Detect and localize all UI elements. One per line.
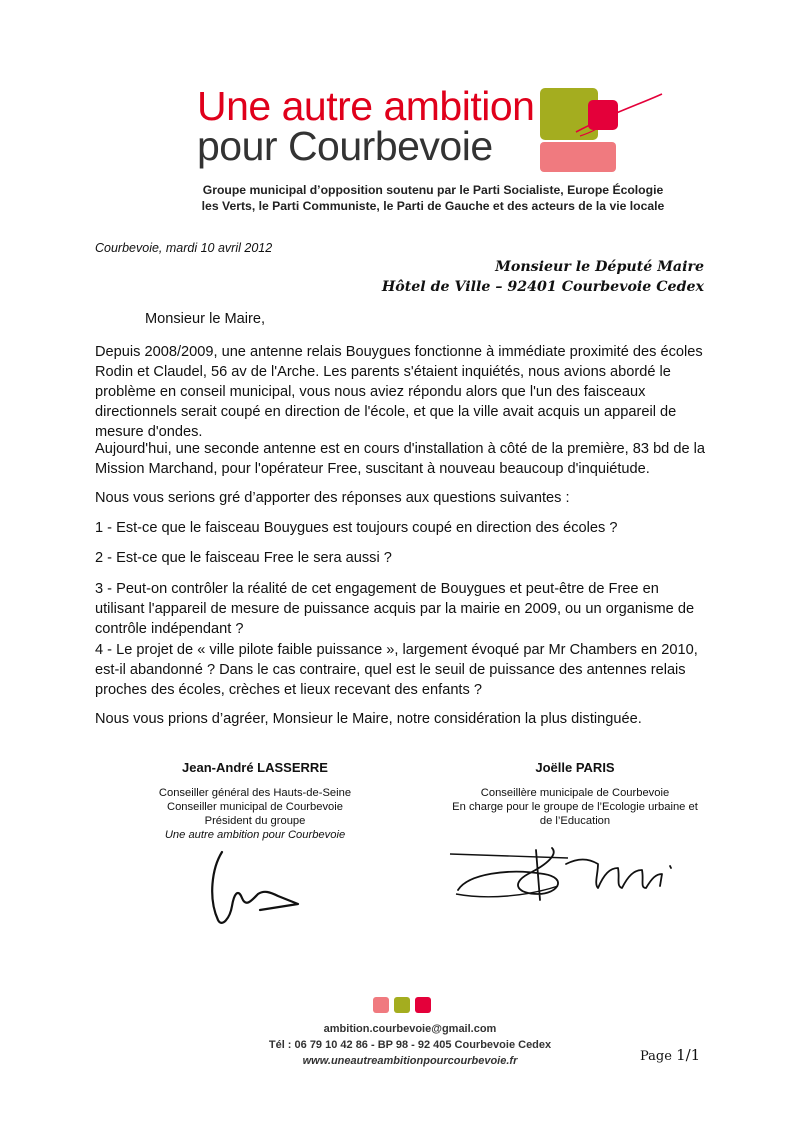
logo-title-line1: Une autre ambition bbox=[197, 83, 535, 129]
logo-title-line2: pour Courbevoie bbox=[197, 123, 493, 169]
signatory-name: Joëlle PARIS bbox=[535, 760, 615, 775]
footer-address: Tél : 06 79 10 42 86 - BP 98 - 92 405 Courbevoie Cedex bbox=[268, 1039, 552, 1051]
signatory-title: Conseiller municipal de Courbevoie bbox=[167, 801, 343, 813]
signatory-title: Une autre ambition pour Courbevoie bbox=[164, 829, 346, 841]
signatory-name: Jean-André LASSERRE bbox=[182, 760, 328, 775]
signatory-title: Conseiller général des Hauts-de-Seine bbox=[158, 787, 352, 799]
page-value: 1/1 bbox=[676, 1046, 701, 1064]
signature-lasserre-icon bbox=[200, 848, 310, 932]
signatory-title: de l’Education bbox=[539, 815, 611, 827]
recipient-line1: Monsieur le Député Maire bbox=[495, 259, 704, 275]
signatory-paris bbox=[430, 760, 720, 828]
footer-email: ambition.courbevoie@gmail.com bbox=[323, 1023, 497, 1035]
question-4: 4 - Le projet de « ville pilote faible puissance », largement évoqué par Mr Chambers en 2010, est-il abandonné ? Dans le cas contraire, quel est le seuil de puissance des antennes relais proches des écoles, crèches et lieux recevant des enfants ? bbox=[95, 642, 698, 698]
letter-date: Courbevoie, mardi 10 avril 2012 bbox=[95, 241, 273, 255]
tagline-line2: les Verts, le Parti Communiste, le Parti de Gauche et des acteurs de la vie locale bbox=[201, 199, 665, 213]
page-label: Page bbox=[640, 1049, 672, 1064]
page-number bbox=[640, 1046, 700, 1064]
signatory-title: En charge pour le groupe de l’Ecologie urbaine et bbox=[452, 801, 698, 813]
footer-squares-icon bbox=[372, 995, 434, 1015]
footer-website: www.uneautreambitionpourcourbevoie.fr bbox=[302, 1055, 518, 1067]
closing-formula: Nous vous prions d’agréer, Monsieur le Maire, notre considération la plus distinguée. bbox=[95, 711, 642, 727]
tagline-line1: Groupe municipal d’opposition soutenu par le Parti Socialiste, Europe Écologie bbox=[202, 183, 664, 197]
signatory-title: Président du groupe bbox=[204, 815, 306, 827]
paragraph-questions-intro: Nous vous serions gré d’apporter des réponses aux questions suivantes : bbox=[95, 490, 570, 506]
signature-paris-icon bbox=[448, 844, 684, 908]
signatory-lasserre bbox=[120, 760, 390, 842]
paragraph-intro: Depuis 2008/2009, une antenne relais Bouygues fonctionne à immédiate proximité des écoles Rodin et Claudel, 56 av de l'Arche. Les parents s'étaient inquiétés, nous avions abordé le problème en conseil municipal, vous nous aviez répondu alors que l'un des faisceaux directionnels serait coupé en direction de l'école, et que la ville avait acquis un appareil de mesure d'ondes. bbox=[95, 344, 703, 440]
signatory-title: Conseillère municipale de Courbevoie bbox=[480, 787, 670, 799]
paragraph-second-antenna: Aujourd'hui, une seconde antenne est en cours d'installation à côté de la première, 83 bd de la Mission Marchand, pour l'opérateur Free, suscitant à nouveau beaucoup d'inquiétude. bbox=[95, 441, 706, 477]
question-3: 3 - Peut-on contrôler la réalité de cet engagement de Bouygues et peut-être de Free en utilisant l'appareil de mesure de puissance acquis par la mairie en 2009, ou un organisme de contrôle indépendant ? bbox=[95, 581, 695, 637]
logo-squares-icon bbox=[530, 84, 670, 180]
salutation: Monsieur le Maire, bbox=[145, 311, 266, 327]
recipient-line2: Hôtel de Ville – 92401 Courbevoie Cedex bbox=[381, 279, 704, 295]
question-2: 2 - Est-ce que le faisceau Free le sera aussi ? bbox=[95, 550, 392, 566]
question-1: 1 - Est-ce que le faisceau Bouygues est toujours coupé en direction des écoles ? bbox=[95, 520, 618, 536]
